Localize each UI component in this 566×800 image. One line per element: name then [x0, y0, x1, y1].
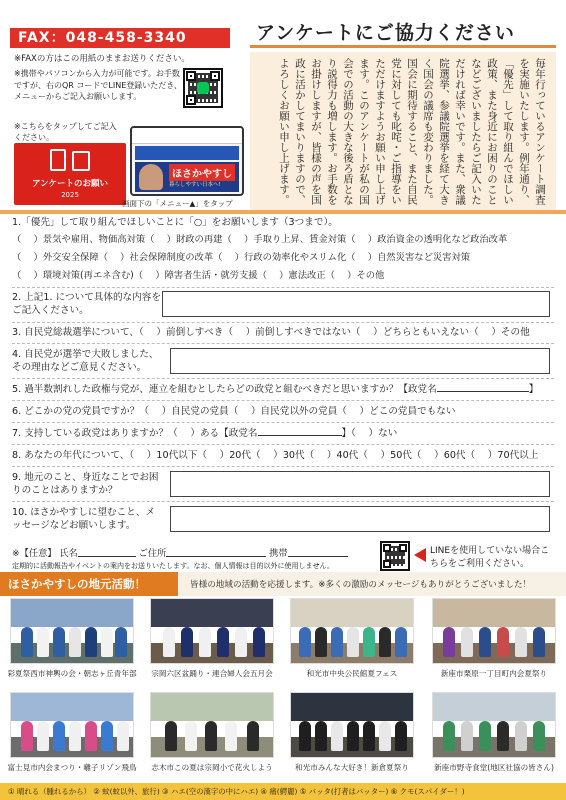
q9-answer-box[interactable] — [170, 471, 550, 497]
q7-text: 7. 支持している政党はありますか？（ ）ある【政党名 — [12, 428, 258, 439]
name-field[interactable] — [78, 547, 136, 557]
activity-photo — [290, 598, 414, 664]
question-separator — [12, 444, 554, 445]
q1-title: 1.「優先」して取り組んでほしいことに「○」をお願いします（3つまで）。 — [12, 217, 338, 228]
q5-bracket: 】 — [528, 384, 539, 395]
form-qr-code[interactable] — [380, 541, 410, 571]
activity-caption: 志木市この夏は宗岡小で花火しよう — [151, 763, 273, 772]
mobile-note: ※携帯やパソコンから入力が可能です。お手数ですが、右のQR コードでLINE登録いただき、メニューからご記入お願いします。 — [14, 69, 182, 101]
survey-tile[interactable] — [14, 143, 126, 205]
q8-line[interactable]: 8. あなたの年代について、（ ）10代以下（ ）20代（ ）30代（ ）40代（ ）50代（ ）60代（ ）70代以上 — [12, 450, 539, 461]
activity-caption: 和光市中央公民館夏フェス — [306, 669, 398, 678]
activity-photo — [432, 598, 556, 664]
fax-note: ※FAXの方はこの用紙のままお送りください。 — [14, 54, 190, 64]
arrow-left-icon — [414, 548, 426, 562]
q1-options-row[interactable]: （ ）環境対策(再エネ含む)（ ）障害者生活・就労支援（ ）憲法改正（ ）その他 — [12, 270, 385, 281]
question-separator — [12, 501, 554, 502]
activities-subtitle: 皆様の地域の活動を応援します。※多くの激励のメッセージもありがとうございました！ — [190, 580, 532, 590]
q2-answer-box[interactable] — [162, 291, 550, 317]
line-menu-screenshot — [130, 126, 244, 196]
address-label: ご住所 — [138, 548, 167, 559]
activity-photo — [10, 692, 134, 758]
address-field[interactable] — [166, 547, 266, 557]
q3-line[interactable]: 3. 自民党総裁選挙について、（ ）前倒しすべき（ ）前倒しすべきではない（ ）どちらともいえない（ ）その他 — [12, 327, 530, 338]
page-title: アンケートにご協力ください — [256, 22, 515, 44]
activity-photo — [150, 598, 274, 664]
q10-label: 10. ほさかやすしに望むこと、メッセージなどお願いします。 — [12, 507, 156, 531]
line-note: LINEを使用していない場合こちらをご利用ください。 — [430, 546, 550, 569]
activity-caption: 和光市みんな大好き！新倉夏祭り — [295, 763, 409, 772]
q6-line[interactable]: 6. どこかの党の党員ですか？（ ）自民党の党員（ ）自民党以外の党員（ ）どこの党員でもない — [12, 406, 456, 417]
q2-label: 2. 上記1. について具体的な内容をご記入ください。 — [12, 292, 161, 316]
activities-title: ほさかやすしの地元活動！ — [0, 572, 178, 596]
q1-options-row[interactable]: （ ）景気や雇用、物価高対策（ ）財政の再建（ ）手取り上昇、賃金対策（ ）政治資金の透明化など政治改革 — [12, 234, 508, 245]
page-header — [250, 14, 556, 46]
q1-options-row[interactable]: （ ）外交安全保障（ ）社会保障制度の改革（ ）行政の効率化やスリム化（ ）自然災害など災害対策 — [12, 252, 471, 263]
question-separator — [12, 422, 554, 423]
phone-name: ほさかやすし — [169, 164, 235, 181]
question-separator — [12, 287, 554, 288]
activity-caption: 新座市野寺食堂(地区社協の皆さん) — [434, 763, 554, 772]
menu-bar — [135, 146, 239, 160]
name-label: 氏名 — [59, 548, 78, 559]
optional-label: ※【任意】 — [12, 548, 57, 559]
tap-note: ※こちらをタップしてご記入ください。 — [14, 122, 117, 142]
question-separator — [12, 400, 554, 401]
bottom-note: ① 晴れる（腫れるから） ② 蚊(蚊以外、旅行) ③ ハエ(空の漢字の中にハエ) ④ 痛(鰐麗) ⑤ バッタ(打者はバッター) ⑥ クモ(スパイダー！) — [8, 787, 465, 796]
question-separator — [12, 378, 554, 379]
arrow-right-icon — [112, 158, 126, 174]
document-icon — [50, 149, 66, 171]
phone-field[interactable] — [288, 547, 348, 557]
portrait-image — [139, 164, 163, 190]
checklist-icon — [72, 151, 90, 171]
survey-tile-year: 2025 — [61, 191, 79, 199]
q4-answer-box[interactable] — [170, 348, 550, 374]
privacy-note: 定期的に活動報告やイベントの案内をお送りいたします。なお、個人情報は目的以外に使用しません。 — [12, 562, 334, 570]
activity-photo — [10, 598, 134, 664]
phone-sub: 暮らしやすい日本へ! — [169, 182, 221, 188]
message-box — [250, 52, 556, 212]
line-icon — [197, 82, 209, 94]
phone-caption: 画面下の「メニュー▲」をタップ — [122, 199, 233, 208]
q4-label: 4. 自民党が選挙で大敗しました、その理由などご意見ください。 — [12, 349, 159, 373]
q7-suffix: 】（ ）ない — [341, 428, 398, 439]
question-separator — [12, 466, 554, 467]
fax-banner: FAX：048-458-3340 — [10, 28, 230, 48]
contact-row — [12, 545, 348, 559]
activity-caption: 富士見市内会まつり・囃子リゾン飛鳥 — [7, 763, 137, 772]
q5-text: 5. 過半数割れした政権与党が、連立を組むとしたらどの政党と組むべきだと思いますか？【政党名 — [12, 384, 437, 395]
activity-caption: 新座市栗原一丁目町内会夏祭り — [440, 669, 548, 678]
activity-caption: 彩夏祭西市神輿の会・朝志ヶ丘青年部 — [7, 669, 137, 678]
activity-photo — [290, 692, 414, 758]
phone-label: 携帯 — [269, 548, 288, 559]
q5-party-blank[interactable] — [437, 391, 529, 392]
question-separator — [12, 322, 554, 323]
q9-label: 9. 地元のこと、身近なことでお困りのことはありますか？ — [12, 472, 159, 496]
survey-tile-title: アンケートのお願い — [32, 179, 108, 189]
activity-photo — [432, 692, 556, 758]
question-separator — [12, 343, 554, 344]
q5-line[interactable] — [12, 383, 538, 397]
q10-answer-box[interactable] — [170, 506, 550, 532]
section-divider — [0, 210, 566, 214]
q7-line[interactable] — [12, 427, 397, 441]
activity-caption: 宗岡六区盆踊り・連合婦人会五月会 — [151, 669, 273, 678]
activity-photo — [150, 692, 274, 758]
message-text: 毎年行っているアンケート調査を実施いたします。例年通り、「優先」して取り組んでほしい政策、また身近にお困りのことなどございましたらご記入いただければ幸いです。また、衆議院選挙、参議院選挙を経て大きく国会の議席も変わりました。国会に期待すること、また自民党に対しても叱咤・ご指導をいただけますようお願い申し上げます。このアンケートが私の国会での活動の大きな後ろ盾となり説得力も増します。お手数をお掛けしますが、皆様の声を国政に活かしてまいりますので、よろしくお願い申し上げます。 — [278, 58, 546, 205]
q7-party-blank[interactable] — [258, 435, 342, 436]
title-underline — [250, 45, 556, 48]
